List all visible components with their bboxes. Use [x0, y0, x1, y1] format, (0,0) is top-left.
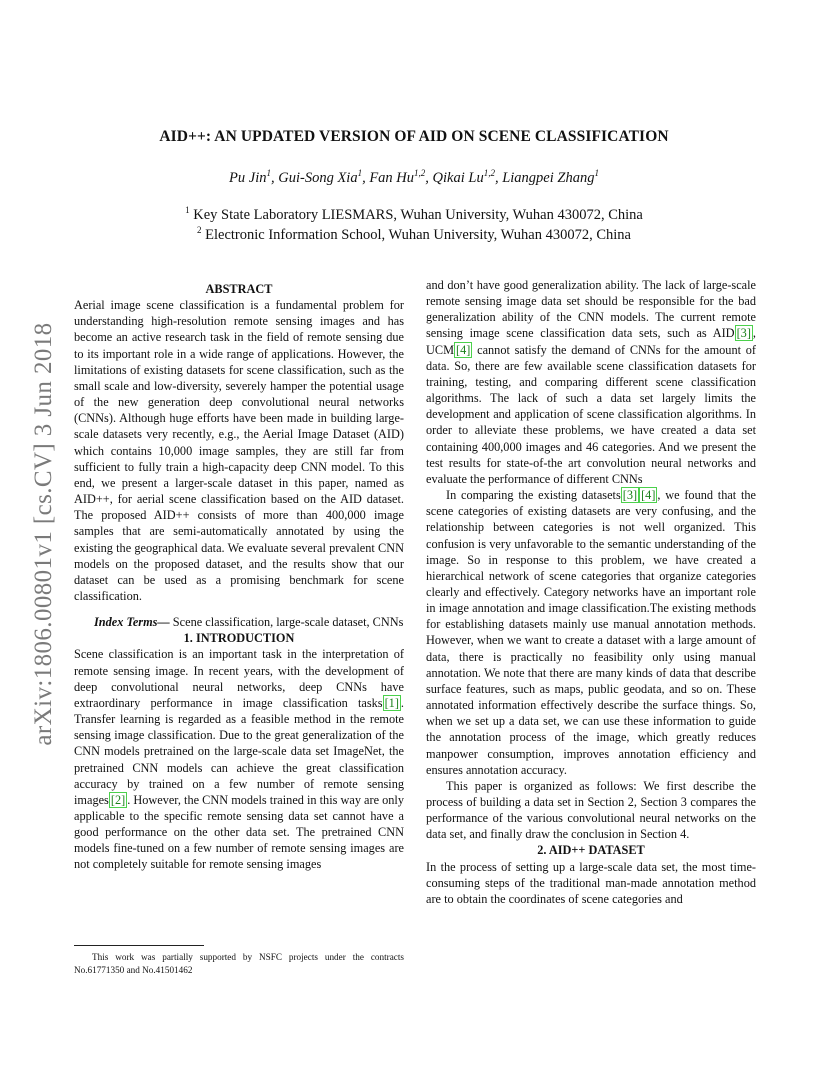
paper-title: AID++: AN UPDATED VERSION OF AID ON SCENE CLASSIFICATION [159, 128, 669, 145]
author-affil-mark: 1 [357, 168, 363, 178]
introduction-paragraph [426, 277, 756, 487]
author-name: Pu Jin [229, 169, 267, 186]
arxiv-stamp: arXiv:1806.00801v1 [cs.CV] 3 Jun 2018 [30, 322, 57, 746]
author-name: Fan Hu [369, 169, 415, 186]
introduction-paragraph [74, 646, 404, 872]
author-list [0, 168, 828, 187]
introduction-paragraph [426, 487, 756, 778]
affiliation-text: Electronic Information School, Wuhan University, Wuhan 430072, China [201, 226, 631, 243]
citation-link[interactable]: [2] [110, 792, 126, 807]
index-terms [74, 614, 404, 630]
dataset-paragraph: In the process of setting up a large-scale data set, the most time-consuming steps of the traditional man-made annotation method are to obtain the coordinates of scene categories and [426, 859, 756, 906]
introduction-heading: 1. INTRODUCTION [183, 631, 295, 646]
citation-link[interactable]: [3] [736, 326, 751, 341]
left-column [74, 281, 404, 873]
citation-link[interactable]: [3] [622, 488, 638, 503]
paragraph-text: In comparing the existing datasets [446, 488, 621, 503]
abstract-text: Aerial image scene classification is a fundamental problem for understanding high-resolution remote sensing images and has become an active research task in the field of remote sensing due to its important role in a wide range of applications. However, the limitations of existing datasets for scene classification, such as the small scale and low-diversity, severely hamper the potential usage of the new generation deep convolutional neural networks (CNNs). Although huge efforts have been made in building large-scale datasets very recently, e.g., the Aerial Image Dataset (AID) which contains 10,000 image samples, they are still far from sufficient to fully train a high-capacity deep CNN model. To this end, we present a larger-scale dataset in this paper, named as AID++, for aerial scene classification based on the AID dataset. The proposed AID++ consists of more than 400,000 image samples that are semi-automatically annotated by using the existing the geographical data. We evaluate several prevalent CNN models on the proposed dataset, and the results show that our dataset can be used as a promising benchmark for scene classification. [74, 298, 404, 603]
affiliation-mark: 2 [197, 225, 202, 235]
paragraph-text: Scene classification is an important task in the interpretation of remote sensing image. In recent years, with the development of deep convolutional neural networks, deep CNNs have extraordinary performance in image classification tasks [74, 647, 404, 710]
index-terms-text: Scene classification, large-scale dataset, CNNs [169, 615, 404, 630]
introduction-paragraph: This paper is organized as follows: We first describe the process of building a data set in Section 2, Section 3 compares the performance of the various convolutional neural networks on the data set, and finally draw the conclusion in Section 4. [426, 778, 756, 842]
affiliation-text: Key State Laboratory LIESMARS, Wuhan University, Wuhan 430072, China [189, 206, 643, 223]
author-name: Liangpei Zhang [502, 169, 595, 186]
affiliation-1 [0, 205, 828, 224]
footnote: This work was partially supported by NSFC projects under the contracts No.61771350 and No.41501462 [74, 952, 404, 975]
citation-link[interactable]: [1] [384, 695, 399, 710]
author-affil-mark: 1,2 [483, 168, 495, 178]
abstract-heading: ABSTRACT [205, 282, 273, 296]
paragraph-text: , UCM [426, 326, 756, 357]
paragraph-text: . However, the CNN models trained in this way are only applicable to the specific remote sensing data set cannot have a good performance on the other data set. The pretrained CNN models fine-tuned on a few number of remote sensing images are not completely suitable for remote sensing images [74, 792, 404, 872]
author-name: Qikai Lu [432, 169, 484, 186]
paragraph-text: cannot satisfy the demand of CNNs for the amount of data. So, there are few available scene classification datasets for training, testing, and comparing different scene classification algorithms. The lack of such a data set largely limits the development and application of scene classification algorithms. In order to alleviate these problems, we have created a data set containing 400,000 images and 46 categories. And we present the test results for state-of-the art convolution neural networks and evaluate the performance of different CNNs [426, 342, 756, 486]
index-terms-label: Index Terms— [94, 615, 170, 630]
paragraph-text: and don’t have good generalization ability. The lack of large-scale remote sensing image data set should be responsible for the bad generalization ability of the CNN models. The current remote sensing image scene classification data sets, such as AID [426, 278, 756, 341]
author-name: Gui-Song Xia [278, 169, 358, 186]
author-separator: , [362, 169, 370, 186]
right-column [426, 277, 756, 907]
author-separator: , [494, 169, 503, 186]
paragraph-text: , we found that the scene categories of existing datasets are very confusing, and the relationship between categories is not well organized. This confusion is very unfavorable to the semantic understanding of the image. So in response to this problem, we have created a hierarchical network of scene categories that organize categories clearly and effectively. Category networks have an important role in image annotation and image classification.The existing methods for establishing datasets mainly use manual annotation methods. However, when we want to create a dataset with a large amount of data, there is practically no feasibility only using manual annotation. We note that there are many kinds of data that describe surface features, such as maps, public geodata, and so on. These annotated information effectively describe the surface things. So, when we set up a data set, we can use these information to guide the annotation process of the image, which greatly reduces manpower consumption, improves annotation efficiency and ensures annotation accuracy. [426, 488, 756, 777]
citation-link[interactable]: [4] [456, 342, 471, 357]
author-separator: , [270, 169, 279, 186]
citation-link[interactable]: [4] [641, 488, 656, 503]
paragraph-text: . Transfer learning is regarded as a feasible method in the remote sensing image classification. Due to the great generalization of the CNN models pretrained on the large-scale data set ImageNet, the pretrained CNN models can achieve the great classification accuracy by trained on a few number of remote sensing images [74, 695, 404, 807]
author-affil-mark: 1 [594, 168, 599, 178]
author-affil-mark: 1,2 [414, 168, 426, 178]
author-affil-mark: 1 [266, 168, 271, 178]
author-separator: , [425, 169, 433, 186]
footnote-rule [74, 945, 204, 946]
affiliation-mark: 1 [185, 205, 190, 215]
dataset-heading: 2. AID++ DATASET [537, 843, 645, 858]
affiliation-2 [0, 225, 828, 244]
